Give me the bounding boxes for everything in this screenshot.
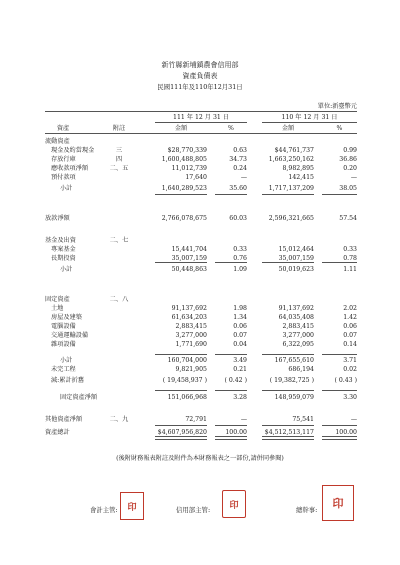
row-amount-110: 2,883,415	[282, 323, 314, 330]
rule	[155, 354, 207, 355]
row-note: 二、七	[109, 237, 129, 244]
row-note: 二、八	[109, 296, 129, 303]
row-pct-110: —	[350, 416, 357, 423]
row-label: 小計	[60, 185, 73, 192]
row-label: 應收款項淨額	[51, 165, 89, 172]
row-pct-110: 36.86	[339, 156, 357, 163]
rule	[262, 425, 314, 426]
row-pct-110: 100.00	[335, 429, 357, 436]
director-seal-icon: 印	[322, 485, 354, 521]
year-111-header: 111 年 12 月 31 日	[173, 114, 229, 121]
row-label: 現金及約當現金	[51, 147, 95, 154]
row-pct-111: 35.60	[229, 185, 247, 192]
report-period: 民國111年及110年12月31日	[157, 83, 243, 91]
row-label: 固定資產淨額	[60, 394, 98, 401]
row-pct-110: 38.05	[339, 185, 357, 192]
row-amount-110: 686,194	[288, 366, 314, 373]
row-label: 未完工程	[51, 366, 76, 373]
row-label: 交通運輸設備	[51, 332, 89, 339]
row-amount-110: 6,322,095	[282, 341, 314, 348]
col-pct-110: %	[336, 125, 343, 132]
row-pct-110: 0.02	[343, 366, 357, 373]
row-label: 減:累計折舊	[51, 377, 85, 384]
row-pct-110: 0.06	[343, 323, 357, 330]
footnote: (後附財務報表附註及附件為本財務報表之一部份,請併同參閱)	[116, 455, 284, 462]
credit-head-seal-icon: 印	[222, 490, 246, 518]
rule	[155, 390, 207, 391]
row-label: 小計	[60, 357, 73, 364]
rule	[322, 390, 357, 391]
rule	[262, 354, 314, 355]
col-item: 資產	[56, 125, 70, 132]
row-pct-110: 3.71	[343, 357, 357, 364]
row-amount-111: 151,066,968	[167, 394, 207, 401]
row-amount-111: ( 19,458,937 )	[162, 377, 207, 384]
row-amount-110: 1,717,137,209	[268, 185, 314, 192]
org-name: 新竹縣新埔鎮農會信用部	[161, 61, 239, 69]
row-amount-111: 91,137,692	[171, 305, 207, 312]
rule	[215, 194, 247, 195]
row-pct-110: 0.99	[343, 147, 357, 154]
row-amount-110: 148,959,079	[274, 394, 314, 401]
row-amount-111: 15,441,704	[171, 246, 207, 253]
rule	[262, 262, 314, 263]
row-label: 其他資產淨額	[45, 416, 83, 423]
row-amount-110: ( 19,382,725 )	[269, 377, 314, 384]
credit-head-label: 信用部主管:	[176, 506, 211, 514]
col-note: 附註	[112, 125, 126, 132]
row-pct-111: 0.04	[233, 341, 247, 348]
row-amount-111: 2,883,415	[175, 323, 207, 330]
row-amount-110: 35,007,159	[278, 255, 314, 262]
row-amount-110: 1,663,250,162	[268, 156, 314, 163]
row-note: 三	[115, 147, 123, 154]
row-note: 二、九	[109, 416, 129, 423]
row-pct-111: 1.09	[233, 266, 247, 273]
row-amount-111: 160,704,000	[167, 357, 207, 364]
row-amount-110: 91,137,692	[278, 305, 314, 312]
row-pct-110: 57.54	[339, 215, 357, 222]
row-amount-111: 9,821,905	[175, 366, 207, 373]
row-label: 流動資產	[45, 138, 70, 145]
director-label: 總幹事:	[296, 506, 318, 514]
row-label: 預付款項	[51, 174, 76, 181]
row-pct-111: 3.49	[233, 357, 247, 364]
row-amount-111: 50,448,863	[171, 266, 207, 273]
row-pct-110: 0.33	[343, 246, 357, 253]
rule	[262, 194, 314, 195]
row-amount-111: 1,771,690	[175, 341, 207, 348]
row-amount-110: 167,655,610	[274, 357, 314, 364]
row-amount-110: 8,982,895	[282, 165, 314, 172]
currency-unit: 單位:新臺幣元	[317, 103, 357, 110]
row-label: 土地	[51, 305, 64, 312]
row-amount-111: 3,277,000	[175, 332, 207, 339]
row-pct-111: 0.76	[233, 255, 247, 262]
row-amount-111: 72,791	[185, 416, 207, 423]
header-bottom-rule	[45, 133, 357, 134]
row-amount-110: 2,596,321,665	[268, 215, 314, 222]
rule	[262, 390, 314, 391]
rule	[215, 354, 247, 355]
row-pct-111: 0.07	[233, 332, 247, 339]
rule	[322, 425, 357, 426]
row-amount-111: $28,770,339	[167, 147, 207, 154]
row-pct-110: 2.02	[343, 305, 357, 312]
year-110-header: 110 年 12 月 31 日	[281, 114, 338, 121]
year-110-rule	[262, 122, 357, 123]
row-amount-111: 1,600,488,805	[161, 156, 207, 163]
row-pct-110: 0.20	[343, 165, 357, 172]
accountant-label: 會計主管:	[90, 506, 118, 514]
row-label: 資產總計	[45, 429, 70, 436]
rule	[322, 194, 357, 195]
row-amount-110: $44,761,737	[274, 147, 314, 154]
row-label: 房屋及建築	[51, 314, 82, 321]
row-pct-110: 3.30	[343, 394, 357, 401]
row-amount-111: 11,012,739	[171, 165, 207, 172]
row-pct-110: —	[350, 174, 357, 181]
accountant-seal-icon: 印	[120, 492, 144, 520]
row-pct-111: —	[240, 416, 247, 423]
row-pct-111: 0.21	[233, 366, 247, 373]
total-double-rule	[155, 436, 207, 440]
col-amount-110: 金額	[281, 125, 295, 132]
row-amount-110: $4,512,513,117	[264, 429, 314, 436]
row-pct-110: ( 0.43 )	[334, 377, 357, 384]
row-amount-110: 142,415	[288, 174, 314, 181]
row-pct-111: 1.98	[233, 305, 247, 312]
rule	[215, 425, 247, 426]
row-amount-111: 2,766,078,675	[161, 215, 207, 222]
rule	[155, 194, 207, 195]
row-pct-111: 0.06	[233, 323, 247, 330]
row-pct-110: 1.42	[343, 314, 357, 321]
row-note: 二、五	[109, 165, 129, 172]
row-amount-111: 61,634,203	[171, 314, 207, 321]
row-pct-111: 34.73	[229, 156, 247, 163]
total-double-rule	[215, 436, 247, 440]
row-amount-111: $4,607,956,820	[157, 429, 207, 436]
rule	[322, 354, 357, 355]
report-title: 資產負債表	[182, 72, 218, 80]
row-pct-111: 60.03	[229, 215, 247, 222]
row-pct-111: 0.63	[233, 147, 247, 154]
row-label: 基金及出資	[45, 237, 76, 244]
row-pct-110: 0.07	[343, 332, 357, 339]
row-amount-110: 75,541	[292, 416, 314, 423]
row-label: 放款淨額	[45, 215, 70, 222]
row-amount-111: 17,640	[185, 174, 207, 181]
row-pct-111: —	[240, 174, 247, 181]
row-label: 存放行庫	[51, 156, 76, 163]
row-label: 長期投資	[51, 255, 76, 262]
row-label: 專案基金	[51, 246, 76, 253]
row-label: 電腦設備	[51, 323, 76, 330]
year-111-rule	[155, 122, 247, 123]
row-pct-111: ( 0.42 )	[224, 377, 247, 384]
row-pct-110: 0.78	[343, 255, 357, 262]
row-amount-111: 1,640,289,523	[161, 185, 207, 192]
rule	[155, 262, 207, 263]
row-amount-110: 50,019,623	[278, 266, 314, 273]
row-label: 小計	[60, 266, 73, 273]
header-top-rule	[45, 111, 357, 112]
row-pct-110: 1.11	[343, 266, 357, 273]
row-pct-111: 3.28	[233, 394, 247, 401]
rule	[155, 425, 207, 426]
row-pct-111: 100.00	[225, 429, 247, 436]
row-pct-111: 0.33	[233, 246, 247, 253]
row-note: 四	[115, 156, 123, 163]
rule	[322, 262, 357, 263]
row-amount-110: 3,277,000	[282, 332, 314, 339]
row-amount-111: 35,007,159	[171, 255, 207, 262]
rule	[215, 390, 247, 391]
rule	[215, 262, 247, 263]
row-label: 雜項設備	[51, 341, 76, 348]
col-amount-111: 金額	[174, 125, 188, 132]
total-double-rule	[322, 436, 357, 440]
row-pct-111: 0.24	[233, 165, 247, 172]
col-pct-111: %	[228, 125, 234, 132]
row-pct-110: 0.14	[343, 341, 357, 348]
total-double-rule	[262, 436, 314, 440]
row-label: 固定資產	[45, 296, 70, 303]
row-amount-110: 64,035,408	[278, 314, 314, 321]
row-amount-110: 15,012,464	[278, 246, 314, 253]
row-pct-111: 1.34	[233, 314, 247, 321]
